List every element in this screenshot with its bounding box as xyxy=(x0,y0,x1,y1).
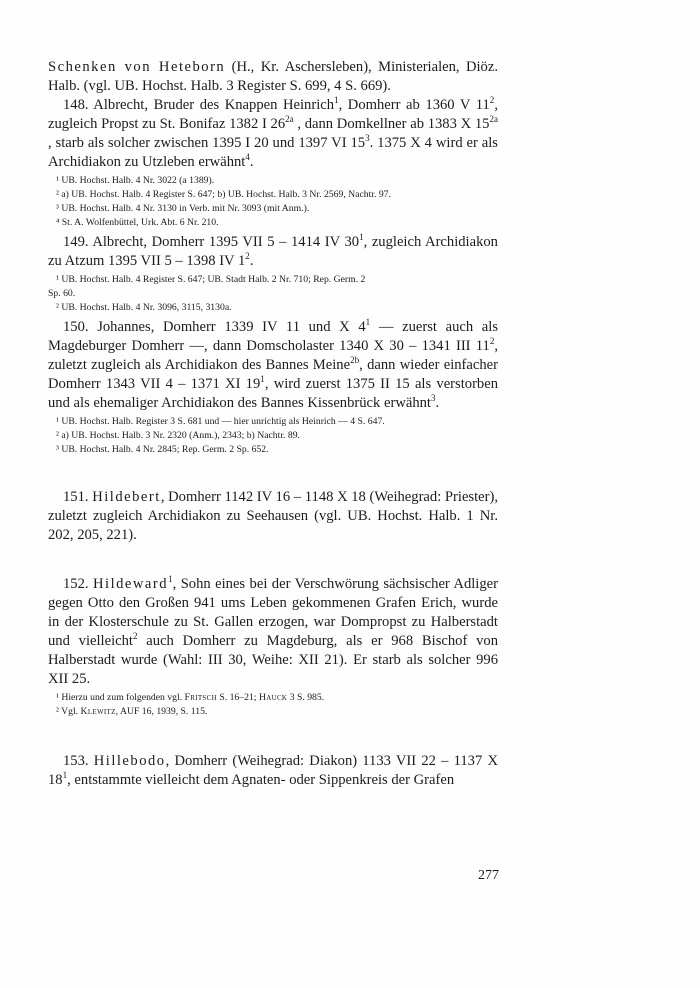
footnote: ⁴ St. A. Wolfenbüttel, Urk. Abt. 6 Nr. 210. xyxy=(56,217,219,228)
footnote-marker: 2 xyxy=(489,336,495,347)
text-run: S. 16–21; xyxy=(216,692,259,703)
text-run: , zugleich Propst zu St. Bonifaz 1382 I 26 xyxy=(48,97,498,132)
text-run: 151. xyxy=(63,489,93,505)
footnote-continuation: Sp. 60. xyxy=(48,288,76,299)
footnote: ¹ UB. Hochst. Halb. 4 Register S. 647; UB. Stadt Halb. 2 Nr. 710; Rep. Germ. 2 xyxy=(56,274,366,285)
footnote-marker: 1 xyxy=(62,770,68,781)
continuation-paragraph xyxy=(48,58,498,96)
text-run: 149. Albrecht, Domherr 1395 VII 5 – 1414 IV 30 xyxy=(63,234,360,250)
page-number: 277 xyxy=(478,868,499,883)
footnote-marker: 2 xyxy=(245,251,250,262)
footnote-marker: 1 xyxy=(359,232,364,243)
footnote-marker: 1 xyxy=(334,95,339,106)
entry-gap xyxy=(48,545,498,575)
text-run: Fritsch xyxy=(184,692,217,703)
text-run: , Domherr ab 1360 V 11 xyxy=(338,97,490,113)
footnotes-149 xyxy=(48,273,498,315)
text-run: , Sohn eines bei der Verschwörung sächsischer Adliger gegen Otto den Großen 941 ums Leben gekommenen Grafen Erich, wurde in der Klosterschule zu St. Gallen erzogen, war Dompropst zu Halberstadt und vielleicht xyxy=(48,576,498,649)
footnote-marker: 3 xyxy=(430,393,436,404)
text-run: , zuletzt zugleich als Archidiakon des Bannes Meine xyxy=(48,338,498,373)
text-run: , dann Domkellner ab 1383 X 15 xyxy=(293,116,490,132)
text-run: Klewitz xyxy=(80,706,116,717)
footnote: ² UB. Hochst. Halb. 4 Nr. 3096, 3115, 3130a. xyxy=(56,302,232,313)
footnotes-152 xyxy=(48,691,498,719)
entry-152 xyxy=(48,575,498,689)
entry-151 xyxy=(48,488,498,545)
text-run: 150. Johannes, Domherr 1339 IV 11 und X 4 xyxy=(63,319,366,335)
entry-149 xyxy=(48,233,498,271)
footnote: ¹ UB. Hochst. Halb. Register 3 S. 681 und — hier unrichtig als Heinrich — 4 S. 647. xyxy=(56,416,385,427)
footnote: ³ UB. Hochst. Halb. 4 Nr. 3130 in Verb. mit Nr. 3093 (mit Anm.). xyxy=(56,203,310,214)
footnotes-150 xyxy=(48,415,498,457)
footnote-marker: 2 xyxy=(132,631,138,642)
text-run: . 1375 X 4 wird er als Archidiakon zu Utzleben erwähnt xyxy=(48,135,498,170)
text-run: (H., Kr. Aschersleben), Ministerialen, Diöz. Halb. (vgl. UB. Hochst. Halb. 3 Register S. 699, 4 S. 669). xyxy=(48,59,498,94)
text-run: . xyxy=(435,395,440,411)
footnote: ³ UB. Hochst. Halb. 4 Nr. 2845; Rep. Germ. 2 Sp. 652. xyxy=(56,444,269,455)
text-run: 152. xyxy=(63,576,93,592)
footnote-marker: 4 xyxy=(245,152,250,163)
text-run: — zuerst auch als Magdeburger Domherr —, dann Domscholaster 1340 X 30 – 1341 III 11 xyxy=(48,319,498,354)
footnote-marker: 1 xyxy=(168,574,173,585)
entry-153 xyxy=(48,752,498,790)
footnote-marker: 2 xyxy=(489,95,495,106)
entry-148 xyxy=(48,96,498,172)
text-run: , starb als solcher zwischen 1395 I 20 und 1397 VI 15 xyxy=(48,135,366,151)
footnote-marker: 2a xyxy=(489,114,498,125)
entry-gap xyxy=(48,722,498,752)
footnote-marker: 2b xyxy=(350,355,360,366)
text-run: . xyxy=(249,154,254,170)
footnote: ² a) UB. Hochst. Halb. 3 Nr. 2320 (Anm.), 2343; b) Nachtr. 89. xyxy=(56,430,300,441)
text-run: 3 S. 985. xyxy=(287,692,325,703)
entry-name: Hillebodo xyxy=(93,753,166,769)
entry-name: Hildeward xyxy=(92,576,169,592)
continuation-lead: Schenken von Heteborn xyxy=(48,59,226,75)
entry-name: Hildebert xyxy=(92,489,161,505)
text-run: , wird zuerst 1375 II 15 als verstorben und als ehemaliger Archidiakon des Bannes Kissenbrück erwähnt xyxy=(48,376,498,411)
text-column xyxy=(48,58,498,790)
footnote-marker: 1 xyxy=(365,317,371,328)
text-run: ¹ Hierzu und zum folgenden vgl. xyxy=(56,692,185,703)
footnote-marker: 2a xyxy=(285,114,294,125)
text-run: , AUF 16, 1939, S. 115. xyxy=(115,706,208,717)
text-run: , zugleich Archidiakon zu Atzum 1395 VII 5 – 1398 IV 1 xyxy=(48,234,498,269)
footnote xyxy=(56,691,498,705)
footnote-marker: 3 xyxy=(365,133,370,144)
text-run: 153. xyxy=(63,753,94,769)
text-run: ² Vgl. xyxy=(56,706,81,717)
text-run: , Domherr (Weihegrad: Diakon) 1133 VII 22 – 1137 X 18 xyxy=(48,753,498,788)
text-run: , Domherr 1142 IV 16 – 1148 X 18 (Weihegrad: Priester), zuletzt zugleich Archidiakon zu Seehausen (vgl. UB. Hochst. Halb. 1 Nr. 202, 205, 221). xyxy=(48,489,499,543)
text-run: , dann wieder einfacher Domherr 1343 VII 4 – 1371 XI 19 xyxy=(48,357,498,392)
footnote xyxy=(56,705,498,719)
footnote-marker: 1 xyxy=(260,374,265,385)
text-run: . xyxy=(249,253,254,269)
text-run: , entstammte vielleicht dem Agnaten- oder Sippenkreis der Grafen xyxy=(67,772,455,788)
footnote: ¹ UB. Hochst. Halb. 4 Nr. 3022 (a 1389). xyxy=(56,175,215,186)
footnotes-148 xyxy=(48,174,498,230)
entry-gap xyxy=(48,460,498,488)
text-run: 148. Albrecht, Bruder des Knappen Heinrich xyxy=(63,97,335,113)
text-run: Hauck xyxy=(258,692,288,703)
footnote: ² a) UB. Hochst. Halb. 4 Register S. 647; b) UB. Hochst. Halb. 3 Nr. 2569, Nachtr. 97. xyxy=(56,189,391,200)
text-run: auch Domherr zu Magdeburg, als er 968 Bischof von Halberstadt wurde (Wahl: III 30, Weihe: XII 21). Er starb als solcher 996 XII 25. xyxy=(48,633,498,687)
entry-150 xyxy=(48,318,498,413)
